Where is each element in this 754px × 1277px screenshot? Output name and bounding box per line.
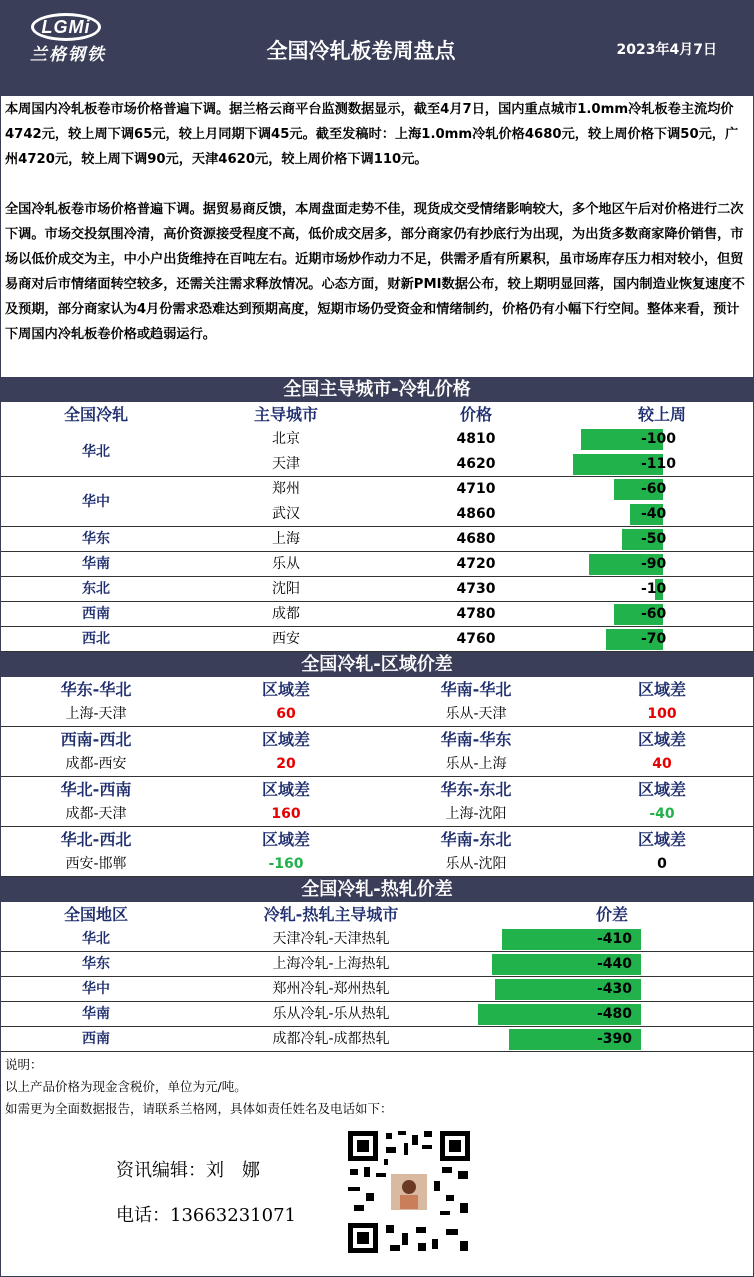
city-name: 北京 — [272, 431, 300, 447]
diff-header: 区域差 — [637, 730, 686, 749]
region-diff-row — [1, 802, 753, 827]
price-row — [1, 477, 753, 510]
region-label: 西南 — [82, 1031, 110, 1047]
diff-header: 区域差 — [261, 730, 310, 749]
city-name: 乐从 — [272, 556, 300, 572]
cold-hot-row — [1, 1027, 753, 1052]
cold-hot-header-row — [1, 902, 753, 927]
change-value: -50 — [641, 531, 667, 547]
price-value: 4710 — [456, 481, 496, 497]
price-value: 4810 — [456, 431, 496, 447]
price-value: 4730 — [456, 581, 496, 597]
diff-value: 20 — [276, 756, 296, 772]
logo-cn-text: 兰格钢铁 — [30, 45, 106, 65]
price-row — [1, 452, 753, 477]
diff-value: 40 — [652, 756, 672, 772]
region-label: 华中 — [82, 494, 110, 510]
diff-header: 区域差 — [637, 780, 686, 799]
section-region-diff-title: 全国冷轧-区域价差 — [1, 652, 753, 677]
city-pair: 成都-天津 — [65, 806, 127, 822]
price-row — [1, 527, 753, 552]
section-cold-hot-diff-title: 全国冷轧-热轧价差 — [1, 877, 753, 902]
diff-value: 100 — [647, 706, 677, 722]
diff-header: 区域差 — [261, 680, 310, 699]
region-pair-header: 华北-西南 — [60, 780, 132, 799]
city-name: 郑州 — [272, 481, 300, 497]
city-pair: 乐从-沈阳 — [445, 856, 507, 872]
city-price-table — [1, 402, 753, 652]
qr-code-image — [346, 1129, 472, 1255]
city-name: 成都 — [272, 606, 300, 622]
change-value: -60 — [641, 481, 667, 497]
city-pair: 上海-天津 — [65, 706, 127, 722]
city-pair: 成都冷轧-成都热轧 — [272, 1031, 390, 1047]
intro-paragraph-1: 本周国内冷轧板卷市场价格普遍下调。据兰格云商平台监测数据显示，截至4月7日，国内重点城市1.0mm冷轧板卷主流均价4742元，较上周下调65元，较上月同期下调45元。截至发稿时：上海1.0mm冷轧价格4680元，较上周价格下调50元，广州4720元，较上周下调90元，天津4620元，较上周价格下调110元。 — [5, 102, 739, 167]
notes — [5, 1054, 749, 1120]
region-diff-header-row — [1, 827, 753, 852]
city-name: 沈阳 — [272, 581, 300, 597]
region-label: 华北 — [82, 444, 110, 460]
price-row — [1, 602, 753, 627]
city-name: 武汉 — [272, 506, 300, 522]
diff-value: -410 — [597, 931, 633, 947]
report-header — [1, 1, 753, 96]
column-header: 价差 — [595, 905, 628, 924]
region-pair-header: 华东-华北 — [60, 680, 132, 699]
diff-header: 区域差 — [261, 780, 310, 799]
diff-value: 160 — [271, 806, 301, 822]
city-pair: 上海-沈阳 — [445, 806, 507, 822]
change-value: -110 — [641, 456, 677, 472]
price-row — [1, 552, 753, 577]
city-pair: 乐从-天津 — [445, 706, 507, 722]
city-pair: 乐从冷轧-乐从热轧 — [272, 1006, 390, 1022]
change-value: -60 — [641, 606, 667, 622]
cold-hot-diff-table — [1, 902, 753, 1052]
column-header: 冷轧-热轧主导城市 — [263, 905, 399, 924]
region-pair-header: 华南-东北 — [440, 830, 512, 849]
diff-header: 区域差 — [261, 830, 310, 849]
region-label: 华东 — [82, 531, 110, 547]
city-name: 天津 — [272, 456, 300, 472]
region-diff-row — [1, 852, 753, 877]
change-value: -100 — [641, 431, 677, 447]
cold-hot-row — [1, 927, 753, 952]
column-header: 价格 — [459, 405, 492, 424]
city-name: 上海 — [272, 531, 300, 547]
region-label: 华南 — [82, 556, 110, 572]
diff-value: -160 — [268, 856, 304, 872]
city-price-header-row — [1, 402, 753, 427]
notes-line-1: 以上产品价格为现金含税价，单位为元/吨。 — [5, 1079, 247, 1094]
price-row — [1, 502, 753, 527]
region-diff-header-row — [1, 727, 753, 752]
column-header: 全国地区 — [63, 905, 128, 924]
report-date: 2023年4月7日 — [616, 42, 717, 58]
city-pair: 上海冷轧-上海热轧 — [272, 956, 390, 972]
region-diff-row — [1, 702, 753, 727]
price-value: 4720 — [456, 556, 496, 572]
region-pair-header: 西南-西北 — [60, 730, 132, 749]
price-row — [1, 627, 753, 652]
section-city-price-title: 全国主导城市-冷轧价格 — [1, 377, 753, 402]
diff-value: -480 — [597, 1006, 633, 1022]
region-pair-header: 华南-华东 — [440, 730, 512, 749]
region-label: 华北 — [82, 931, 110, 947]
region-pair-header: 华东-东北 — [440, 780, 512, 799]
region-label: 西南 — [82, 606, 110, 622]
diff-value: -440 — [597, 956, 633, 972]
report-title: 全国冷轧板卷周盘点 — [266, 39, 456, 63]
change-value: -10 — [641, 581, 667, 597]
region-diff-header-row — [1, 677, 753, 702]
column-header: 主导城市 — [253, 405, 318, 424]
price-value: 4780 — [456, 606, 496, 622]
city-pair: 乐从-上海 — [445, 756, 507, 772]
cold-hot-row — [1, 1002, 753, 1027]
diff-value: -40 — [649, 806, 675, 822]
diff-value: 0 — [657, 856, 667, 872]
cold-hot-row — [1, 952, 753, 977]
region-diff-table — [1, 677, 753, 877]
notes-line-2: 如需更为全面数据报告，请联系兰格网，具体如责任姓名及电话如下： — [5, 1101, 393, 1116]
cold-hot-row — [1, 977, 753, 1002]
city-pair: 西安-邯郸 — [65, 856, 127, 872]
price-value: 4620 — [456, 456, 496, 472]
price-value: 4760 — [456, 631, 496, 647]
diff-value: 60 — [276, 706, 296, 722]
region-label: 华南 — [82, 1006, 110, 1022]
intro-text — [5, 97, 749, 372]
price-value: 4860 — [456, 506, 496, 522]
column-header: 全国冷轧 — [63, 405, 128, 424]
change-value: -70 — [641, 631, 667, 647]
city-pair: 成都-西安 — [65, 756, 127, 772]
region-diff-row — [1, 752, 753, 777]
diff-value: -390 — [597, 1031, 633, 1047]
diff-header: 区域差 — [637, 680, 686, 699]
diff-value: -430 — [597, 981, 633, 997]
notes-label: 说明： — [5, 1057, 43, 1072]
region-pair-header: 华南-华北 — [440, 680, 512, 699]
region-label: 东北 — [82, 581, 110, 597]
change-value: -40 — [641, 506, 667, 522]
region-label: 华中 — [82, 981, 110, 997]
price-row — [1, 427, 753, 460]
city-pair: 天津冷轧-天津热轧 — [272, 931, 390, 947]
region-label: 华东 — [82, 956, 110, 972]
region-pair-header: 华北-西北 — [60, 830, 132, 849]
intro-paragraph-2: 全国冷轧板卷市场价格普遍下调。据贸易商反馈，本周盘面走势不佳，现货成交受情绪影响较大，多个地区午后对价格进行二次下调。市场交投氛围冷清，高价资源接受程度不高，低价成交居多，部分商家仍有抄底行为出现，为出货多数商家降价销售，市场以低价成交为主，中小户出货维持在百吨左右。近期市场炒作动力不足，供需矛盾有所累积，虽市场库存压力相对较小，但贸易商对后市情绪面转空较多，还需关注需求释放情况。心态方面，财新PMI数据公布，较上期明显回落，国内制造业恢复速度不及预期，部分商家认为4月份需求恐难达到预期高度，短期市场仍受资金和情绪制约，价格仍有小幅下行空间。整体来看，预计下周国内冷轧板卷价格或趋弱运行。 — [5, 202, 745, 342]
editor-name: 资讯编辑：刘 娜 — [116, 1160, 260, 1181]
price-value: 4680 — [456, 531, 496, 547]
change-value: -90 — [641, 556, 667, 572]
region-label: 西北 — [82, 631, 110, 647]
city-name: 西安 — [272, 631, 300, 647]
region-diff-header-row — [1, 777, 753, 802]
diff-header: 区域差 — [637, 830, 686, 849]
price-row — [1, 577, 753, 602]
logo-mark: LGMi — [31, 13, 101, 41]
editor-phone: 电话：13663231071 — [116, 1205, 296, 1226]
column-header: 较上周 — [637, 405, 686, 424]
city-pair: 郑州冷轧-郑州热轧 — [272, 981, 390, 997]
